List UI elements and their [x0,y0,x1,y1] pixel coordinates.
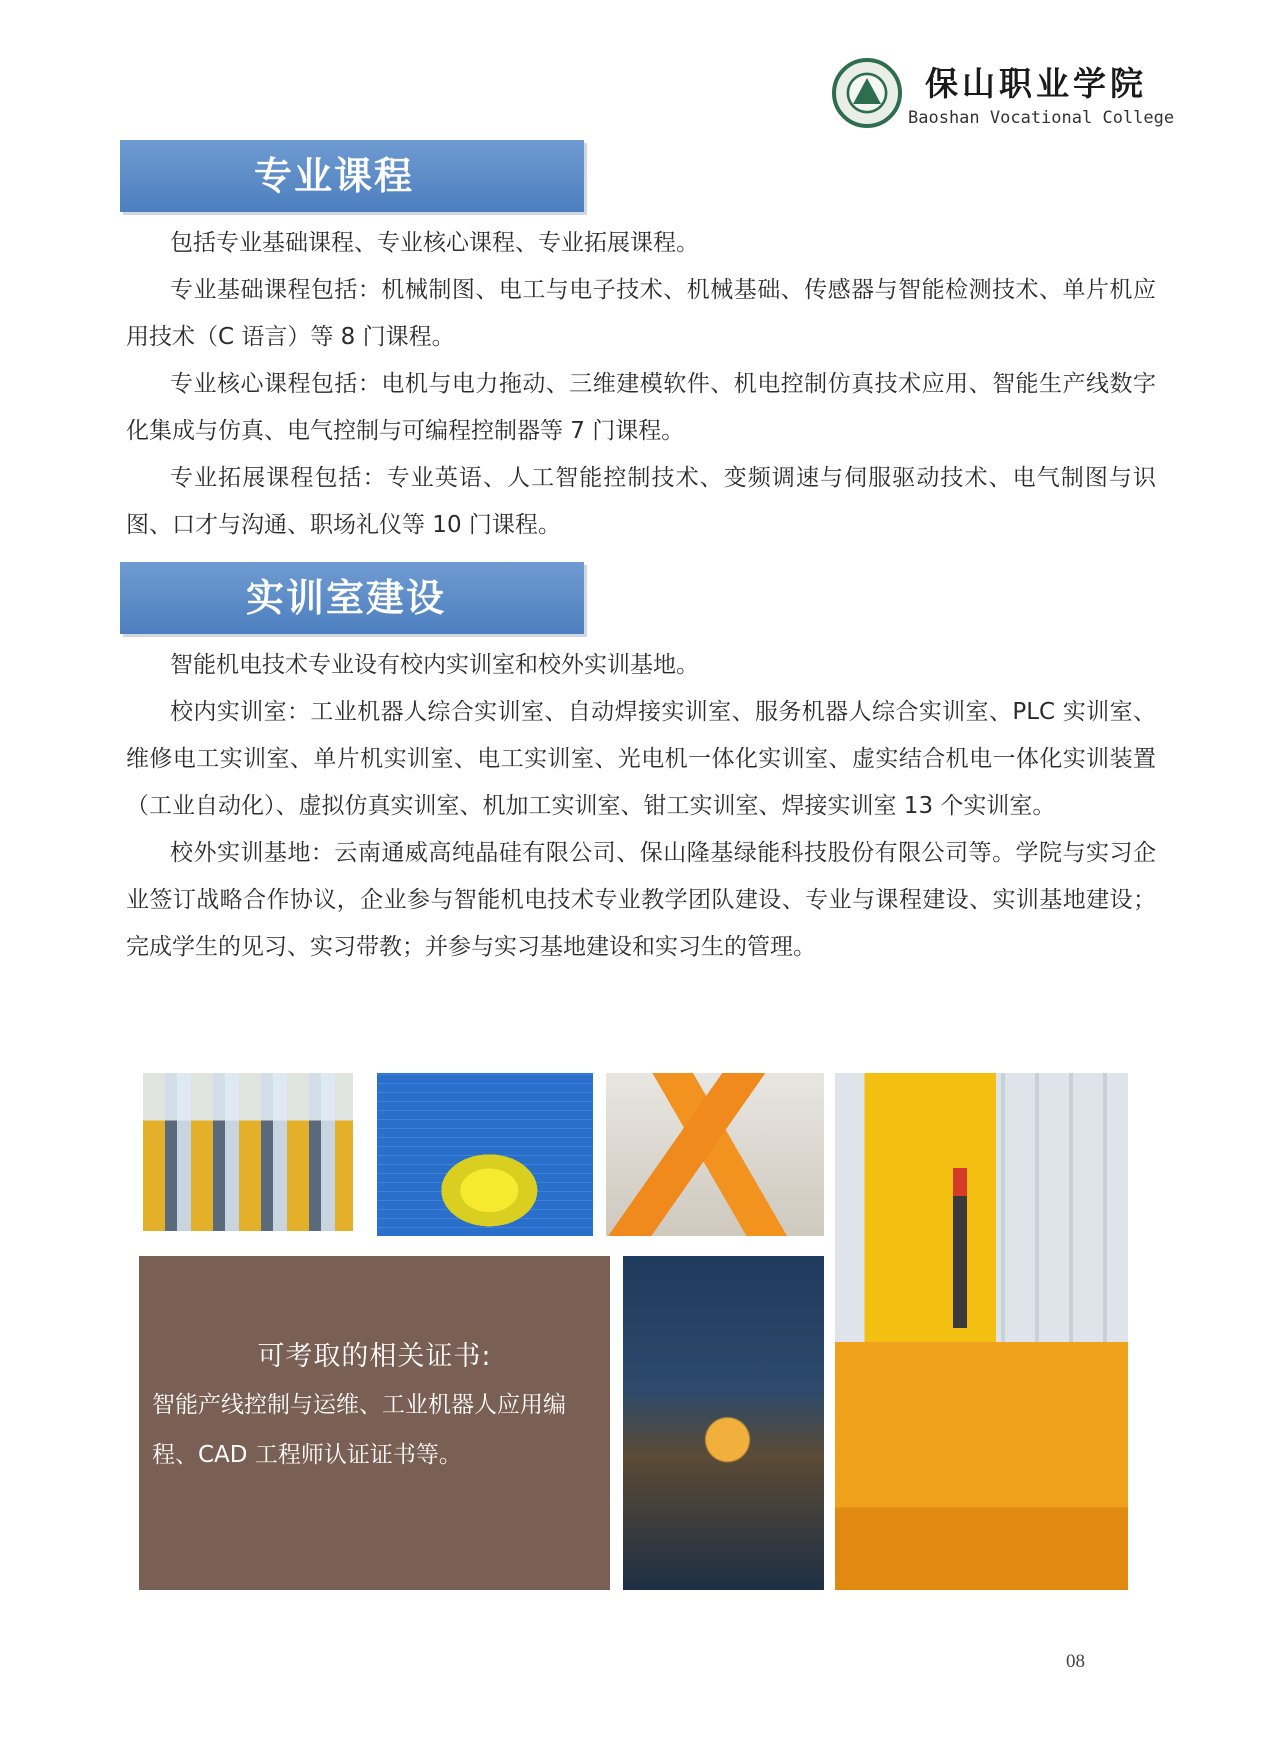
paragraph: 包括专业基础课程、专业核心课程、专业拓展课程。 [170,230,699,256]
paragraph: 专业核心课程包括：电机与电力拖动、三维建模软件、机电控制仿真技术应用、智能生产线数字化集成与仿真、电气控制与可编程控制器等 7 门课程。 [126,371,1156,444]
courses-text [126,220,1156,549]
section-heading: 实训室建设 [246,576,447,620]
paragraph: 校内实训室：工业机器人综合实训室、自动焊接实训室、服务机器人综合实训室、PLC 实训室、维修电工实训室、单片机实训室、电工实训室、光电机一体化实训室、虚实结合机电一体化实训装置（工业自动化）、虚拟仿真实训室、机加工实训室、钳工实训室、焊接实训室 13 个实训室。 [126,699,1156,819]
paragraph: 专业拓展课程包括：专业英语、人工智能控制技术、变频调速与伺服驱动技术、电气制图与识图、口才与沟通、职场礼仪等 10 门课程。 [126,465,1156,538]
section-banner-training-rooms [120,562,584,634]
training-rooms-text [126,642,1156,971]
college-name-cn: 保山职业学院 [925,64,1147,103]
paragraph: 校外实训基地：云南通威高纯晶硅有限公司、保山隆基绿能科技股份有限公司等。学院与实习企业签订战略合作协议，企业参与智能机电技术专业教学团队建设、专业与课程建设、实训基地建设；完成学生的见习、实习带教；并参与实习基地建设和实习生的管理。 [126,840,1156,960]
college-emblem-icon [832,58,902,128]
certificates-box [139,1256,610,1590]
factory-line-photo [143,1073,353,1231]
paragraph: 智能机电技术专业设有校内实训室和校外实训基地。 [170,652,699,678]
certificates-text: 智能产线控制与运维、工业机器人应用编程、CAD 工程师认证证书等。 [152,1392,566,1468]
robot-arm-photo [606,1073,824,1236]
section-heading: 专业课程 [254,154,415,198]
certificates-title: 可考取的相关证书: [257,1341,492,1372]
college-name-en: Baoshan Vocational College [908,108,1175,128]
precision-machine-photo [623,1256,824,1590]
3d-printer-photo [377,1073,593,1236]
automation-machine-photo [835,1073,1128,1590]
section-banner-courses [120,140,584,212]
page-number: 08 [1066,1651,1085,1672]
paragraph: 专业基础课程包括：机械制图、电工与电子技术、机械基础、传感器与智能检测技术、单片机应用技术（C 语言）等 8 门课程。 [126,277,1156,350]
